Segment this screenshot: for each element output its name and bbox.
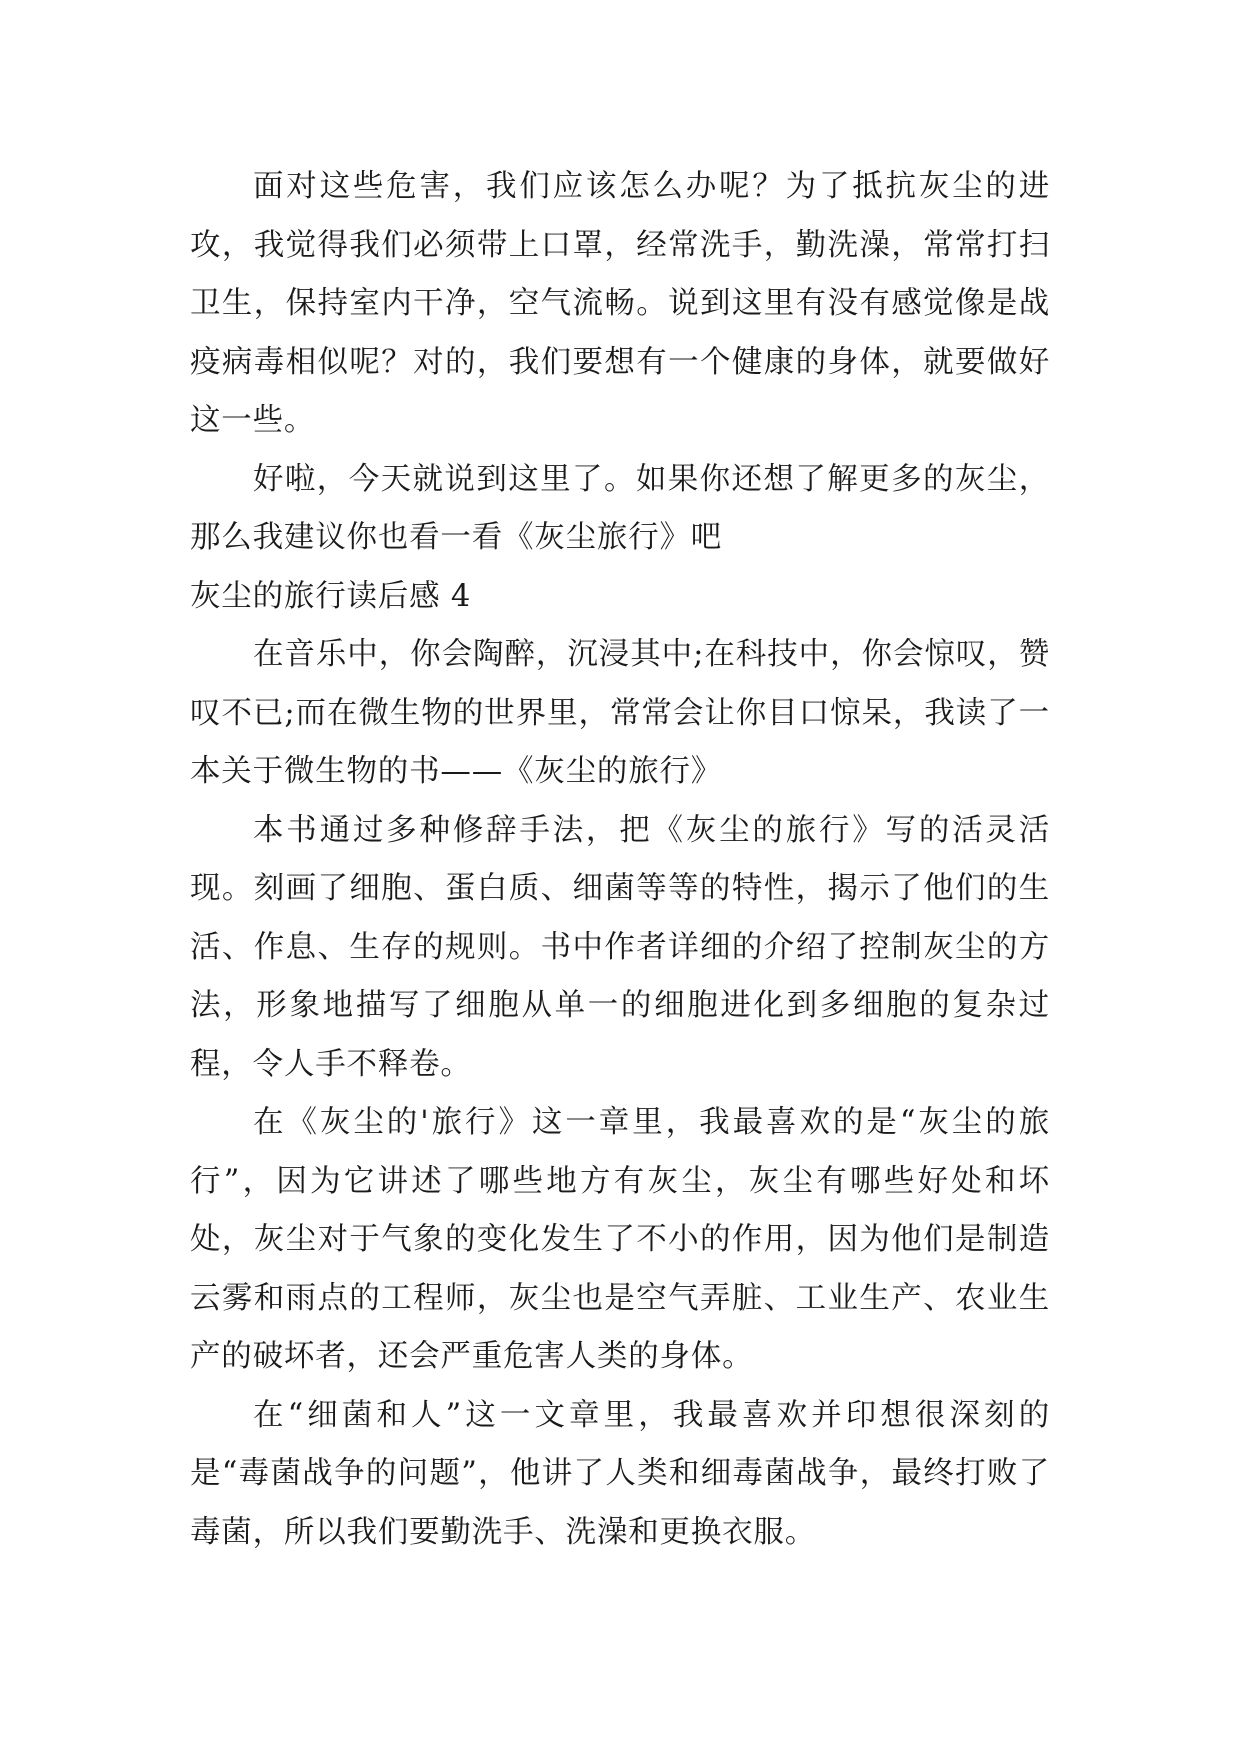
paragraph: 本书通过多种修辞手法，把《灰尘的旅行》写的活灵活现。刻画了细胞、蛋白质、细菌等等的特性，揭示了他们的生活、作息、生存的规则。书中作者详细的介绍了控制灰尘的方法，形象地描写了细胞从单一的细胞进化到多细胞的复杂过程，令人手不释卷。 bbox=[190, 812, 1050, 1082]
paragraph: 面对这些危害，我们应该怎么办呢？为了抵抗灰尘的进攻，我觉得我们必须带上口罩，经常洗手，勤洗澡，常常打扫卫生，保持室内干净，空气流畅。说到这里有没有感觉像是战疫病毒相似呢？对的，我们要想有一个健康的身体，就要做好这一些。 bbox=[190, 169, 1050, 438]
paragraph: 好啦，今天就说到这里了。如果你还想了解更多的灰尘，那么我建议你也看一看《灰尘旅行》吧 bbox=[190, 461, 1050, 555]
document-body bbox=[190, 158, 1050, 1562]
paragraph: 在《灰尘的'旅行》这一章里，我最喜欢的是“灰尘的旅行”，因为它讲述了哪些地方有灰尘，灰尘有哪些好处和坏处，灰尘对于气象的变化发生了不小的作用，因为他们是制造云雾和雨点的工程师，灰尘也是空气弄脏、工业生产、农业生产的破坏者，还会严重危害人类的身体。 bbox=[190, 1105, 1050, 1374]
paragraph: 在“细菌和人”这一文章里，我最喜欢并印想很深刻的是“毒菌战争的问题”，他讲了人类和细毒菌战争，最终打败了毒菌，所以我们要勤洗手、洗澡和更换衣服。 bbox=[190, 1397, 1050, 1550]
paragraph: 在音乐中，你会陶醉，沉浸其中;在科技中，你会惊叹，赞叹不已;而在微生物的世界里，常常会让你目口惊呆，我读了一本关于微生物的书——《灰尘的旅行》 bbox=[190, 637, 1050, 789]
section-heading: 灰尘的旅行读后感 4 bbox=[190, 578, 472, 614]
